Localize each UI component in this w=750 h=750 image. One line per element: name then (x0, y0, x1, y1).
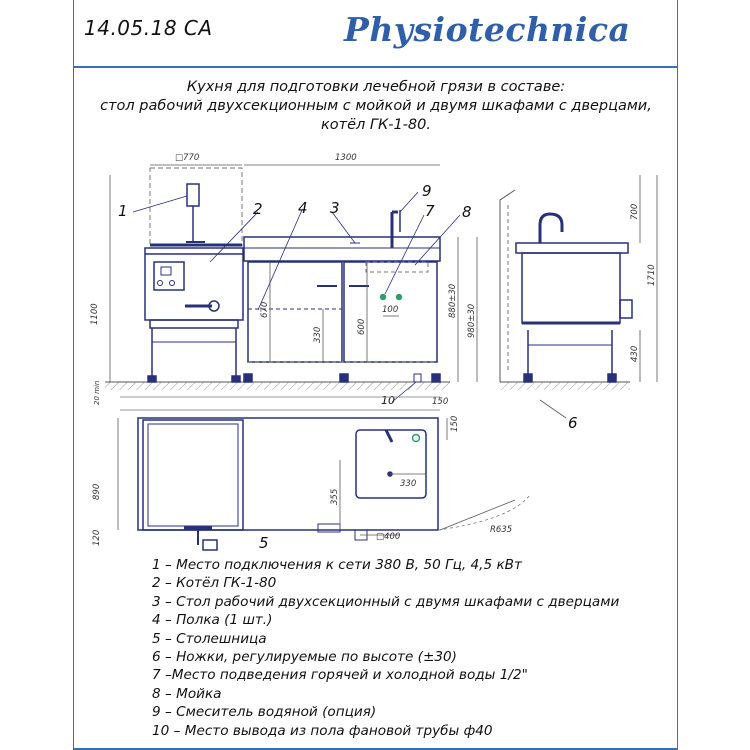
svg-text:330: 330 (313, 326, 323, 343)
boiler-body (145, 248, 243, 320)
legend-item: 3 – Стол рабочий двухсекционный с двумя шкафами с дверцами (152, 593, 620, 610)
callout-3: 3 (330, 199, 340, 217)
legend-item: 4 – Полка (1 шт.) (152, 612, 273, 629)
legend-item: 1 – Место подключения к сети 380 В, 50 Гц, 4,5 кВт (152, 557, 522, 573)
side-dimension-labels (630, 204, 657, 362)
title-line-1: Кухня для подготовки лечебной грязи в составе: (186, 79, 566, 95)
plan-dimension-labels (92, 381, 512, 546)
zone-770 (150, 168, 242, 246)
callout-2: 2 (253, 200, 263, 218)
legend-item: 5 – Столешница (152, 630, 267, 647)
svg-text:R635: R635 (490, 525, 513, 535)
callout-9: 9 (422, 182, 432, 200)
svg-text:100: 100 (382, 305, 399, 315)
svg-text:330: 330 (400, 479, 417, 489)
table-top (244, 237, 440, 261)
legend-item: 10 – Место вывода из пола фановой трубы ф40 (152, 722, 493, 739)
legend-item: 9 – Смеситель водяной (опция) (152, 704, 377, 721)
svg-text:670: 670 (260, 301, 270, 318)
callout-6: 6 (568, 414, 578, 432)
side-view (500, 190, 632, 390)
svg-text:355: 355 (330, 488, 340, 505)
svg-text:980±30: 980±30 (467, 303, 477, 338)
svg-text:1300: 1300 (335, 153, 357, 163)
svg-text:120: 120 (92, 529, 102, 546)
svg-text:880±30: 880±30 (448, 283, 458, 318)
plan-view (120, 397, 530, 550)
svg-text:150: 150 (432, 397, 449, 407)
svg-text:600: 600 (357, 318, 367, 335)
svg-text:20 min: 20 min (93, 380, 101, 405)
brand-logo: Physiotechnica (344, 10, 631, 49)
boiler-control-panel (154, 262, 184, 290)
svg-text:1100: 1100 (90, 303, 100, 325)
callout-7: 7 (425, 202, 435, 220)
svg-text:1710: 1710 (647, 264, 657, 286)
side-sink-body (522, 253, 620, 323)
document-code: 14.05.18 СА (84, 16, 213, 40)
callout-5: 5 (259, 534, 269, 552)
title-line-2: стол рабочий двухсекционным с мойкой и двумя шкафами с дверцами, (100, 98, 652, 114)
power-plug (187, 184, 199, 206)
callout-4: 4 (298, 199, 308, 217)
legend-item: 8 – Мойка (152, 685, 222, 702)
svg-text:430: 430 (630, 345, 640, 362)
callout-10: 10 (381, 394, 395, 407)
svg-text:□770: □770 (175, 153, 200, 163)
legend-item: 2 – Котёл ГК-1-80 (152, 575, 277, 592)
front-view (105, 168, 450, 390)
svg-text:□400: □400 (376, 532, 401, 542)
title-line-3: котёл ГК-1-80. (321, 117, 431, 133)
legend-item: 7 –Место подведения горячей и холодной воды 1/2" (152, 667, 528, 684)
side-faucet (540, 214, 562, 243)
callout-1: 1 (118, 202, 128, 220)
legend-item: 6 – Ножки, регулируемые по высоте (±30) (152, 649, 457, 666)
svg-text:700: 700 (630, 203, 640, 220)
floor-hatch (105, 382, 450, 390)
svg-text:890: 890 (92, 483, 102, 500)
legend-list (152, 556, 619, 740)
svg-text:150: 150 (450, 415, 460, 432)
callout-8: 8 (462, 203, 472, 221)
